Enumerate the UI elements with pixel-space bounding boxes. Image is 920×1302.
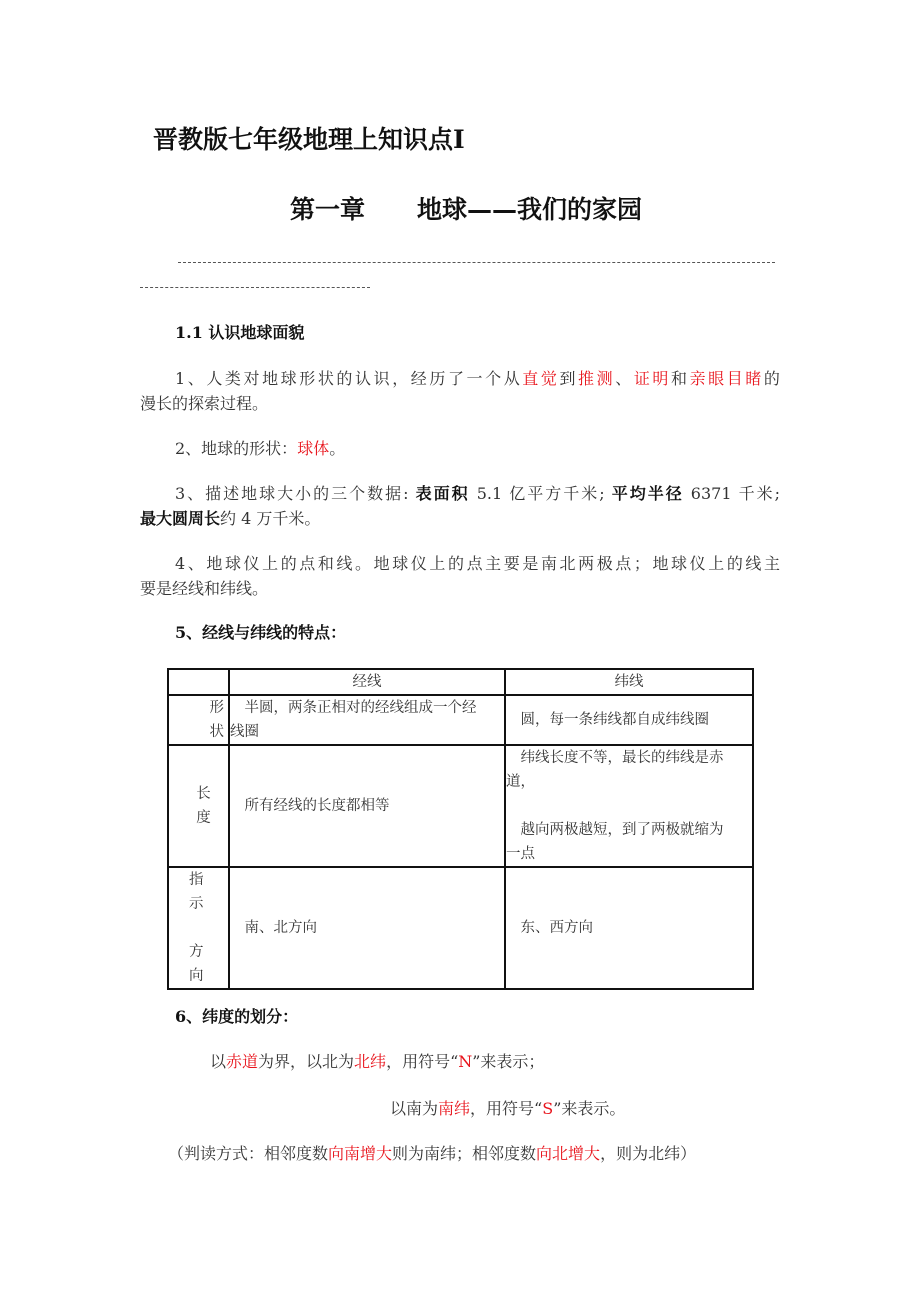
text-segment: 3、描述地球大小的三个数据: bbox=[175, 484, 416, 503]
text-segment: 1、人类对地球形状的认识，经历了一个从 bbox=[175, 369, 523, 388]
text-line bbox=[140, 620, 780, 645]
meridian-cell bbox=[229, 745, 505, 867]
table-row bbox=[168, 695, 753, 745]
text-segment: 。 bbox=[329, 439, 346, 458]
paragraph-1 bbox=[140, 366, 780, 416]
highlighted-term: S bbox=[542, 1099, 554, 1118]
bold-term: 最大圆周长 bbox=[140, 509, 221, 528]
text-segment: 4、地球仪上的点和线。地球仪上的点主要是南北两极点；地球仪上的线主 bbox=[175, 554, 780, 573]
row-label bbox=[168, 695, 229, 745]
text-segment: ”来表示； bbox=[472, 1052, 545, 1071]
section-heading: 1.1 认识地球面貌 bbox=[175, 323, 305, 342]
cell-text-line: 方 bbox=[189, 944, 204, 960]
highlighted-term: 推测 bbox=[578, 369, 616, 388]
text-line bbox=[140, 481, 780, 506]
paragraph-5 bbox=[140, 620, 780, 645]
dashed-divider bbox=[140, 287, 370, 288]
row-label bbox=[168, 867, 229, 989]
bold-term: 平均半径 bbox=[611, 484, 684, 503]
cell-text-line: 长 bbox=[196, 786, 211, 802]
cell-text-line: 东、西方向 bbox=[506, 920, 593, 936]
cell-text-line: 度 bbox=[196, 810, 211, 826]
text-segment: 以 bbox=[210, 1052, 227, 1071]
paragraph-2 bbox=[140, 436, 780, 461]
highlighted-term: 证明 bbox=[633, 369, 671, 388]
text-line bbox=[175, 1049, 815, 1074]
cell-text-line: 圆，每一条纬线都自成纬线圈 bbox=[506, 712, 709, 728]
latitude-south-line bbox=[390, 1096, 920, 1121]
table-row bbox=[168, 867, 753, 989]
cell-text-line bbox=[189, 916, 228, 940]
text-segment: 、 bbox=[615, 369, 634, 388]
paragraph-3 bbox=[140, 481, 780, 531]
text-line bbox=[168, 1141, 808, 1166]
text-segment: ”来表示。 bbox=[553, 1099, 626, 1118]
highlighted-term: 球体 bbox=[297, 439, 330, 458]
text-segment: ，用符号“ bbox=[470, 1099, 543, 1118]
latitude-north-line bbox=[175, 1049, 815, 1074]
bold-term: 6、纬度的划分： bbox=[175, 1007, 299, 1026]
table-header-cell bbox=[168, 669, 229, 695]
chapter-number: 第一章 bbox=[290, 195, 366, 224]
cell-text-line: 所有经线的长度都相等 bbox=[230, 798, 390, 814]
parallel-cell bbox=[505, 867, 753, 989]
document-title: 晋教版七年级地理上知识点Ⅰ bbox=[153, 125, 465, 154]
cell-text-line: 线圈 bbox=[230, 724, 259, 740]
meridian-parallel-table bbox=[167, 668, 754, 990]
cell-text-line: 纬线长度不等，最长的纬线是赤 bbox=[506, 750, 724, 766]
highlighted-term: 南纬 bbox=[438, 1099, 471, 1118]
text-segment: ，则为北纬） bbox=[600, 1144, 697, 1163]
cell-text-line: 向 bbox=[189, 968, 204, 984]
paragraph-4 bbox=[140, 551, 780, 601]
meridian-cell bbox=[229, 695, 505, 745]
bold-term: 5、经线与纬线的特点： bbox=[175, 623, 347, 642]
highlighted-term: 亲眼目睹 bbox=[689, 369, 764, 388]
text-segment: （判读方式：相邻度数 bbox=[168, 1144, 329, 1163]
parallel-cell bbox=[505, 695, 753, 745]
cell-text-line: 越向两极越短，到了两极就缩为 bbox=[506, 822, 724, 838]
text-segment: ，用符号“ bbox=[386, 1052, 459, 1071]
text-segment: 2、地球的形状： bbox=[175, 439, 298, 458]
cell-text-line: 示 bbox=[189, 896, 204, 912]
text-segment: 为界，以北为 bbox=[258, 1052, 355, 1071]
text-line bbox=[140, 576, 780, 601]
highlighted-term: 北纬 bbox=[354, 1052, 387, 1071]
highlighted-term: 赤道 bbox=[226, 1052, 259, 1071]
cell-text-line: 半圆，两条正相对的经线组成一个经 bbox=[230, 700, 477, 716]
text-segment: 的 bbox=[763, 369, 780, 388]
cell-text-line: 指 bbox=[189, 872, 204, 888]
table-row bbox=[168, 745, 753, 867]
text-line bbox=[140, 1004, 780, 1029]
cell-text-line: 形 bbox=[209, 700, 224, 716]
reading-method-note bbox=[168, 1141, 808, 1166]
bold-term: 表面积 bbox=[415, 484, 470, 503]
parallel-cell bbox=[505, 745, 753, 867]
table-header-row bbox=[168, 669, 753, 695]
text-segment: 约 4 万千米。 bbox=[220, 509, 321, 528]
table-header-cell: 经线 bbox=[229, 669, 505, 695]
text-segment: 则为南纬；相邻度数 bbox=[392, 1144, 537, 1163]
text-segment: 6371 千米; bbox=[683, 484, 780, 503]
highlighted-term: 直觉 bbox=[522, 369, 560, 388]
text-segment: 到 bbox=[559, 369, 579, 388]
cell-text-line bbox=[506, 794, 752, 818]
cell-text-line: 南、北方向 bbox=[230, 920, 317, 936]
chapter-name: 地球——我们的家园 bbox=[417, 195, 643, 224]
dashed-divider bbox=[178, 262, 775, 263]
meridian-cell bbox=[229, 867, 505, 989]
text-segment: 要是经线和纬线。 bbox=[140, 579, 269, 598]
highlighted-term: N bbox=[458, 1052, 473, 1071]
paragraph-6 bbox=[140, 1004, 780, 1029]
highlighted-term: 向南增大 bbox=[328, 1144, 393, 1163]
text-line bbox=[140, 391, 780, 416]
text-segment: 漫长的探索过程。 bbox=[140, 394, 269, 413]
cell-text-line: 道， bbox=[506, 774, 535, 790]
text-line bbox=[390, 1096, 920, 1121]
text-line bbox=[140, 506, 780, 531]
text-segment: 以南为 bbox=[390, 1099, 439, 1118]
text-line bbox=[140, 366, 780, 391]
row-label bbox=[168, 745, 229, 867]
cell-text-line: 状 bbox=[209, 724, 224, 740]
cell-text-line: 一点 bbox=[506, 846, 535, 862]
highlighted-term: 向北增大 bbox=[536, 1144, 601, 1163]
text-segment: 5.1 亿平方千米; bbox=[469, 484, 612, 503]
table-header-cell: 纬线 bbox=[505, 669, 753, 695]
text-line bbox=[140, 551, 780, 576]
text-segment: 和 bbox=[670, 369, 690, 388]
text-line bbox=[140, 436, 780, 461]
